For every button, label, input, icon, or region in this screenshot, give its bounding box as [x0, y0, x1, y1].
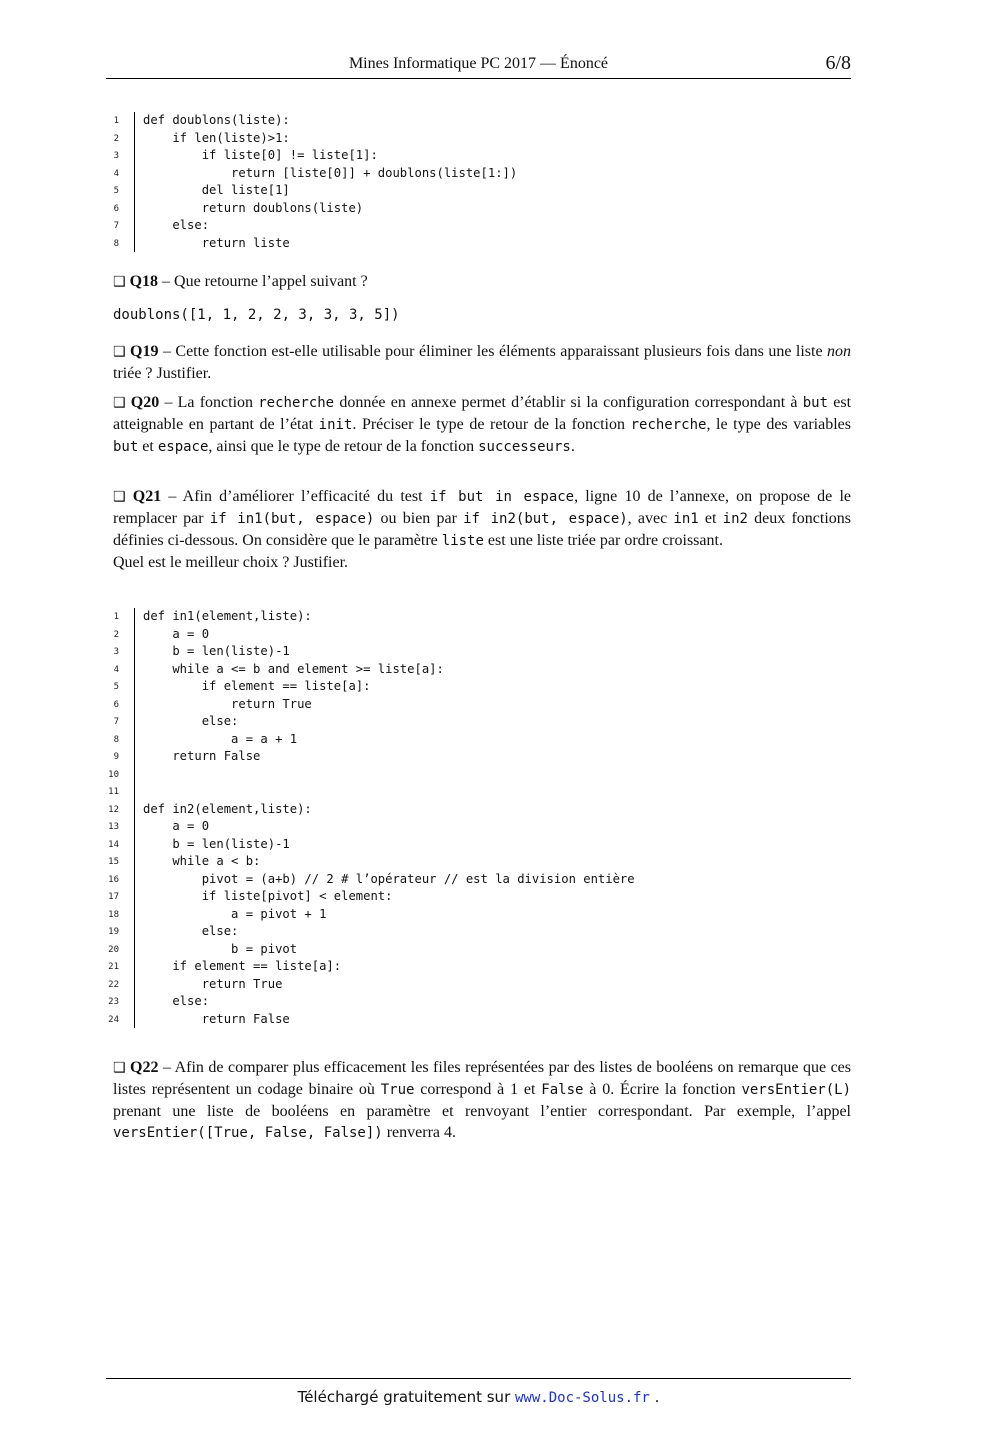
- line-number: 24: [108, 1014, 119, 1025]
- header-title: Mines Informatique PC 2017 — Énoncé: [348, 55, 609, 72]
- inline-code: but: [802, 395, 829, 411]
- code-block-in1-in2: [107, 608, 847, 1028]
- question-text: est une liste triée par ordre croissant.: [483, 532, 723, 549]
- question-q22: [113, 1057, 851, 1144]
- inline-code: versEntier(L): [741, 1082, 852, 1098]
- question-text: correspond à 1 et: [414, 1081, 542, 1098]
- question-text: et: [138, 438, 158, 455]
- line-number: 8: [113, 734, 119, 745]
- checkbox-icon: ❑: [113, 274, 126, 290]
- code-text: else:: [143, 924, 239, 938]
- line-number: 5: [113, 682, 119, 692]
- line-number: 4: [113, 168, 119, 179]
- question-text: – Afin d’améliorer l’efficacité du test: [161, 488, 430, 505]
- code-line: [107, 713, 847, 731]
- code-text: b = len(liste)-1: [143, 644, 290, 658]
- line-number: 18: [108, 909, 119, 920]
- line-number: 17: [108, 892, 119, 902]
- code-line: [107, 696, 847, 714]
- footer-text: [106, 1388, 851, 1406]
- code-line: [107, 801, 847, 819]
- inline-code: True: [380, 1082, 415, 1098]
- code-line: [107, 217, 847, 235]
- code-line: [107, 766, 847, 784]
- code-text: a = 0: [143, 819, 210, 833]
- question-text: . Préciser le type de retour de la fonction: [352, 416, 631, 433]
- inline-code: in1: [673, 511, 699, 527]
- code-line: [107, 608, 847, 626]
- call-example: doublons([1, 1, 2, 2, 3, 3, 3, 5]): [113, 307, 400, 323]
- code-line: [107, 235, 847, 253]
- inline-code: recherche: [630, 417, 707, 433]
- question-number: Q20: [130, 394, 160, 411]
- code-line: [107, 871, 847, 889]
- code-line: [107, 1011, 847, 1029]
- code-line: [107, 923, 847, 941]
- inline-code: if in2(but, espace): [463, 511, 628, 527]
- question-text: , le type des variables: [706, 416, 851, 433]
- code-line: [107, 165, 847, 183]
- code-line: [107, 643, 847, 661]
- line-number: 14: [108, 839, 119, 850]
- code-line: [107, 130, 847, 148]
- code-text: while a < b:: [143, 854, 261, 868]
- code-text: return False: [143, 749, 261, 763]
- inline-code: False: [541, 1082, 584, 1098]
- code-line: [107, 906, 847, 924]
- question-text: deux fonctions définies ci-dessous. On considère que le paramètre: [113, 510, 851, 549]
- inline-code: but: [113, 439, 139, 455]
- question-q20: [113, 392, 851, 458]
- code-text: return [liste[0]] + doublons(liste[1:]): [143, 165, 518, 180]
- page-header: [106, 52, 851, 79]
- question-text: – La fonction: [159, 394, 259, 411]
- line-number: 12: [108, 804, 119, 815]
- page-number: 6/8: [825, 52, 851, 74]
- code-text: else:: [143, 994, 210, 1008]
- line-number: 7: [113, 717, 119, 727]
- line-number: 6: [113, 699, 119, 710]
- code-text: a = 0: [143, 626, 210, 641]
- code-line: [107, 182, 847, 200]
- footer-link[interactable]: www.Doc-Solus.fr: [515, 1390, 650, 1406]
- code-line: [107, 836, 847, 854]
- code-text: return True: [143, 976, 283, 991]
- question-text: , avec: [627, 510, 674, 527]
- emphasis: non: [827, 343, 852, 360]
- code-block-doublons: [107, 112, 847, 252]
- code-line: [107, 626, 847, 644]
- code-text: if element == liste[a]:: [143, 679, 371, 693]
- line-number: 23: [108, 997, 119, 1007]
- line-number: 2: [113, 629, 119, 640]
- code-text: return liste: [143, 235, 290, 250]
- code-line: [107, 888, 847, 906]
- inline-code: liste: [441, 533, 484, 549]
- line-number: 19: [108, 927, 119, 937]
- line-number: 10: [108, 769, 119, 780]
- line-number: 22: [108, 979, 119, 990]
- line-number: 13: [108, 822, 119, 832]
- footer-end: .: [649, 1388, 660, 1406]
- question-number: Q19: [130, 343, 159, 360]
- code-text: if len(liste)>1:: [143, 130, 290, 145]
- code-line: [107, 112, 847, 130]
- code-text: while a <= b and element >= liste[a]:: [143, 661, 444, 676]
- question-text: .: [570, 438, 575, 455]
- footer-label: Téléchargé gratuitement sur: [297, 1388, 515, 1406]
- question-text: prenant une liste de booléens en paramètre et renvoyant l’entier correspondant. Par exemple, l’appel: [113, 1103, 851, 1120]
- question-text: et: [698, 510, 723, 527]
- line-number: 8: [113, 238, 119, 249]
- code-gutter-rule: [134, 608, 135, 1028]
- line-number: 9: [113, 752, 119, 762]
- code-text: def in2(element,liste):: [143, 801, 312, 816]
- question-text: – Cette fonction est-elle utilisable pour éliminer les éléments apparaissant plusieurs fois dans une liste: [158, 343, 828, 360]
- code-text: if liste[0] != liste[1]:: [143, 148, 378, 162]
- code-text: else:: [143, 218, 210, 232]
- inline-code: init: [318, 417, 353, 433]
- code-line: [107, 853, 847, 871]
- code-line: [107, 818, 847, 836]
- page-footer: [106, 1378, 851, 1406]
- checkbox-icon: ❑: [113, 1060, 126, 1076]
- code-line: [107, 147, 847, 165]
- code-line: [107, 976, 847, 994]
- question-text: , ligne 10 de l’annexe, on propose de le remplacer par: [113, 488, 852, 527]
- line-number: 3: [113, 647, 119, 657]
- question-q18: [113, 271, 851, 293]
- code-line: [107, 958, 847, 976]
- code-line: [107, 731, 847, 749]
- line-number: 3: [113, 151, 119, 161]
- code-text: if liste[pivot] < element:: [143, 889, 393, 903]
- line-number: 11: [108, 787, 119, 797]
- question-text: est atteignable en partant de l’état: [113, 394, 852, 433]
- code-text: b = len(liste)-1: [143, 836, 290, 851]
- question-number: Q22: [130, 1059, 159, 1076]
- line-number: 1: [113, 116, 119, 126]
- code-text: def doublons(liste):: [143, 113, 290, 127]
- line-number: 5: [113, 186, 119, 196]
- question-text: – Que retourne l’appel suivant ?: [158, 273, 368, 290]
- question-text: , ainsi que le type de retour de la fonction: [208, 438, 479, 455]
- code-line: [107, 783, 847, 801]
- code-gutter-rule: [134, 112, 135, 252]
- line-number: 16: [108, 874, 119, 885]
- code-text: a = a + 1: [143, 731, 298, 746]
- question-number: Q21: [132, 488, 162, 505]
- question-text: renverra 4.: [382, 1124, 457, 1141]
- code-text: b = pivot: [143, 941, 298, 956]
- code-text: def in1(element,liste):: [143, 609, 312, 623]
- code-line: [107, 993, 847, 1011]
- inline-code: versEntier([True, False, False]): [113, 1125, 383, 1141]
- line-number: 2: [113, 133, 119, 144]
- inline-code: espace: [157, 439, 209, 455]
- code-text: return doublons(liste): [143, 200, 364, 215]
- code-text: del liste[1]: [143, 183, 290, 197]
- code-line: [107, 748, 847, 766]
- code-text: else:: [143, 714, 239, 728]
- checkbox-icon: ❑: [113, 395, 126, 411]
- question-q19: [113, 341, 851, 384]
- code-text: if element == liste[a]:: [143, 959, 342, 973]
- line-number: 21: [108, 962, 119, 972]
- code-line: [107, 200, 847, 218]
- line-number: 1: [113, 612, 119, 622]
- line-number: 15: [108, 857, 119, 867]
- question-q21: [113, 486, 851, 573]
- code-text: return True: [143, 696, 312, 711]
- question-number: Q18: [129, 273, 159, 290]
- code-text: pivot = (a+b) // 2 # l’opérateur // est la division entière: [143, 871, 635, 886]
- question-text: triée ? Justifier.: [113, 365, 212, 382]
- inline-code: successeurs: [478, 439, 571, 455]
- question-text: à 0. Écrire la fonction: [583, 1081, 742, 1098]
- question-text: Quel est le meilleur choix ? Justifier.: [113, 554, 349, 571]
- line-number: 4: [113, 664, 119, 675]
- question-text: donnée en annexe permet d’établir si la configuration correspondant à: [334, 394, 803, 411]
- code-line: [107, 941, 847, 959]
- line-number: 7: [113, 221, 119, 231]
- checkbox-icon: ❑: [113, 489, 126, 505]
- code-line: [107, 678, 847, 696]
- line-number: 20: [108, 944, 119, 955]
- line-number: 6: [113, 203, 119, 214]
- checkbox-icon: ❑: [113, 344, 126, 360]
- code-text: return False: [143, 1011, 290, 1026]
- inline-code: recherche: [258, 395, 335, 411]
- question-text: – Afin de comparer plus efficacement les files représentées par des listes de booléens on remarque que ces listes représentent un codage binaire où: [113, 1059, 851, 1098]
- inline-code: if in1(but, espace): [209, 511, 375, 527]
- code-text: a = pivot + 1: [143, 906, 327, 921]
- question-text: ou bien par: [374, 510, 464, 527]
- code-line: [107, 661, 847, 679]
- inline-code: if but in espace: [429, 489, 575, 505]
- inline-code: in2: [722, 511, 748, 527]
